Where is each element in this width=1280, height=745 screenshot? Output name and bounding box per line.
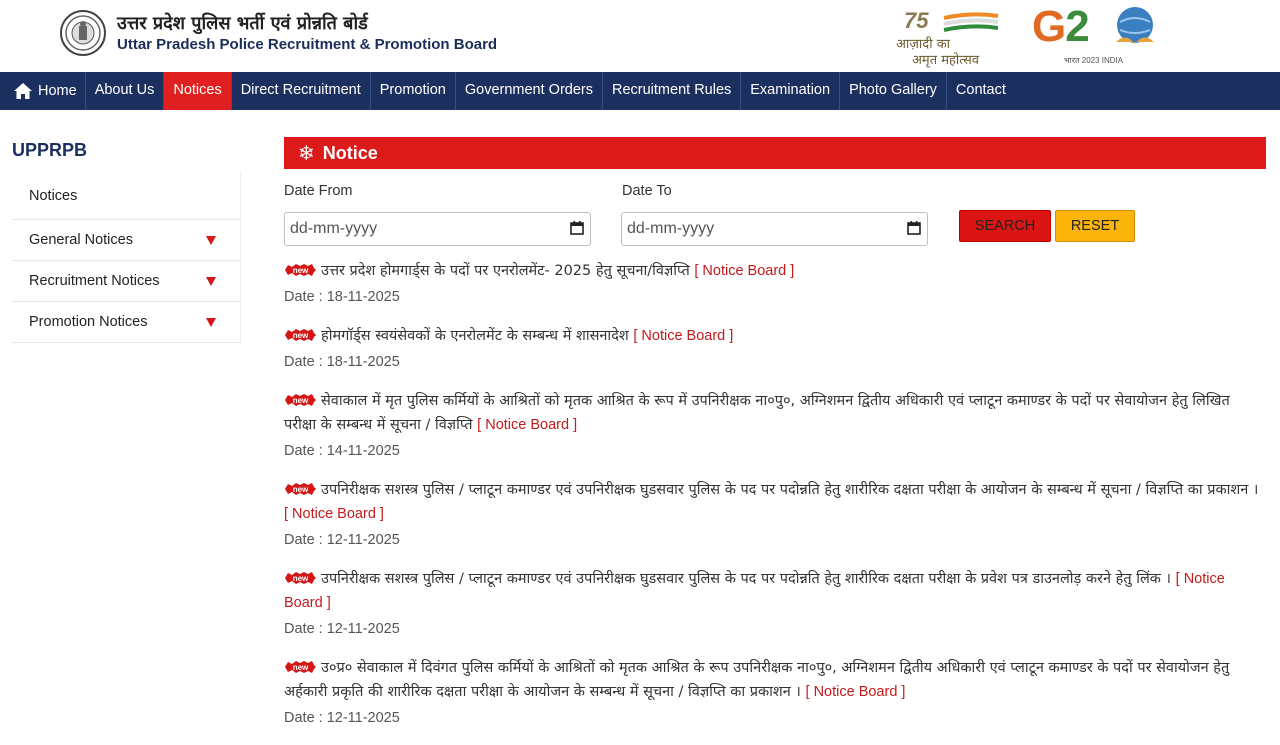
notice-item [284, 478, 1266, 552]
notice-panel [284, 137, 1266, 726]
new-badge-label: new [292, 396, 309, 405]
notice-item-title [284, 389, 1266, 437]
notice-item-text: होमगॉर्ड्स स्वयंसेवकों के एनरोलमेंट के सम्बन्ध में शासनादेश [321, 328, 629, 344]
nav-home[interactable] [0, 72, 86, 110]
sidebar-item-promotion-notices[interactable] [12, 302, 240, 343]
sidebar-title: UPPRPB [12, 140, 88, 160]
new-badge-label: new [292, 266, 309, 275]
notice-board-link[interactable]: [ Notice Board ] [633, 328, 734, 344]
new-badge-label: new [292, 574, 309, 583]
notice-item-date: Date : 14-11-2025 [284, 443, 400, 459]
notice-item-title [284, 656, 1266, 704]
snowflake-icon: ❄ [298, 142, 315, 165]
azadi-ka-amrit-mahotsav-logo [896, 8, 1018, 66]
notice-item [284, 324, 1266, 374]
notice-item-text: सेवाकाल में मृत पुलिस कर्मियों के आश्रितों को मृतक आश्रित के रूप में उपनिरीक्षक ना०पु०, अग्निशमन द्वितीय अधिकारी एवं प्लाटून कमाण्डर के पदों पर सेवायोजन हेतु लिखित परीक्षा के सम्बन्ध में सूचना / विज्ञप्ति [284, 393, 1230, 433]
azadi-number: 75 [904, 8, 929, 33]
new-badge-icon [284, 482, 317, 496]
new-badge-label: new [292, 485, 309, 494]
nav-about-us[interactable]: About Us [86, 72, 165, 110]
sidebar-menu [12, 173, 241, 343]
notice-item-date: Date : 18-11-2025 [284, 289, 400, 305]
new-badge-icon [284, 328, 317, 342]
nav-government-orders[interactable]: Government Orders [456, 72, 603, 110]
g20-wordmark [1032, 2, 1089, 52]
main-navbar [0, 72, 1280, 110]
date-to-placeholder: dd-mm-yyyy [627, 220, 715, 237]
home-icon [13, 82, 33, 100]
tricolor-swoosh-icon [942, 12, 1000, 34]
sidebar [12, 140, 241, 343]
notice-heading: Notice [322, 142, 378, 163]
new-badge-icon [284, 263, 317, 277]
notice-item-text: उपनिरीक्षक सशस्त्र पुलिस / प्लाटून कमाण्डर एवं उपनिरीक्षक घुडसवार पुलिस के पद पर पदोन्नति हेतु शारीरिक दक्षता परीक्षा के आयोजन के सम्बन्ध में सूचना / विज्ञप्ति का प्रकाशन । [321, 482, 1259, 498]
site-title-english: Uttar Pradesh Police Recruitment & Promotion Board [117, 36, 498, 53]
nav-home-label: Home [38, 83, 77, 99]
date-from-input[interactable] [284, 212, 591, 246]
g20-india-logo [1032, 2, 1166, 70]
caret-down-icon[interactable] [206, 236, 216, 245]
nav-contact[interactable]: Contact [955, 82, 1006, 98]
notice-heading-bar [284, 137, 1266, 169]
g20-digit-2: 2 [1065, 2, 1089, 51]
notice-item [284, 259, 1266, 309]
nav-recruitment-rules[interactable]: Recruitment Rules [603, 72, 741, 110]
notice-item-date: Date : 18-11-2025 [284, 354, 400, 370]
calendar-icon[interactable] [907, 221, 921, 235]
new-badge-icon [284, 571, 317, 585]
new-badge-icon [284, 393, 317, 407]
site-title-hindi: उत्तर प्रदेश पुलिस भर्ती एवं प्रोन्नति बोर्ड [117, 13, 368, 34]
notice-item-date: Date : 12-11-2025 [284, 532, 400, 548]
notice-board-link[interactable]: [ Notice Board ] [284, 506, 384, 522]
sidebar-item-label: Recruitment Notices [29, 273, 160, 289]
sidebar-item-label: Notices [29, 188, 78, 204]
sidebar-item-label: Promotion Notices [29, 314, 148, 330]
date-to-input[interactable] [621, 212, 928, 246]
notice-item [284, 656, 1266, 730]
date-from-label: Date From [284, 183, 353, 199]
search-button[interactable]: SEARCH [959, 210, 1051, 242]
caret-down-icon[interactable] [206, 277, 216, 286]
nav-direct-recruitment[interactable]: Direct Recruitment [232, 72, 371, 110]
notice-item-text: उ०प्र० सेवाकाल में दिवंगत पुलिस कर्मियों के आश्रितों को मृतक आश्रित के रूप उपनिरीक्षक ना०पु०, अग्निशमन द्वितीय अधिकारी एवं प्लाटून कमाण्डर के पदों पर सेवायोजन हेतु अर्हकारी प्रकृति की शारीरिक दक्षता परीक्षा के आयोजन के सम्बन्ध में सूचना / विज्ञप्ति का प्रकाशन । [284, 660, 1230, 700]
up-police-seal-logo[interactable] [60, 10, 106, 56]
date-from-placeholder: dd-mm-yyyy [290, 220, 378, 237]
notice-item-date: Date : 12-11-2025 [284, 710, 400, 726]
nav-promotion[interactable]: Promotion [371, 72, 456, 110]
notice-item [284, 567, 1266, 641]
notice-item-title [284, 259, 1266, 283]
notice-item-text: उत्तर प्रदेश होमगार्ड्स के पदों पर एनरोलमेंट- 2025 हेतु सूचना/विज्ञप्ति [321, 263, 690, 279]
site-header [0, 0, 1280, 72]
reset-button[interactable]: RESET [1055, 210, 1135, 242]
sidebar-item-notices[interactable] [12, 173, 240, 220]
nav-examination[interactable]: Examination [741, 72, 840, 110]
g20-subtitle: भारत 2023 INDIA [1064, 56, 1124, 65]
notice-item-date: Date : 12-11-2025 [284, 621, 400, 637]
notice-board-link[interactable]: [ Notice Board ] [805, 684, 906, 700]
notice-board-link[interactable]: [ Notice Board ] [284, 571, 1225, 611]
sidebar-item-recruitment-notices[interactable] [12, 261, 240, 302]
sidebar-item-general-notices[interactable] [12, 220, 240, 261]
notice-item-title [284, 324, 1266, 348]
notice-board-link[interactable]: [ Notice Board ] [477, 417, 578, 433]
nav-photo-gallery[interactable]: Photo Gallery [840, 72, 947, 110]
g20-letter-g: G [1032, 2, 1066, 51]
new-badge-icon [284, 660, 317, 674]
azadi-line2: अमृत महोत्सव [912, 53, 980, 68]
notice-board-link[interactable]: [ Notice Board ] [694, 263, 795, 279]
globe-lotus-icon [1112, 4, 1158, 50]
sidebar-item-label: General Notices [29, 232, 133, 248]
calendar-icon[interactable] [570, 221, 584, 235]
nav-notices[interactable]: Notices [164, 72, 231, 110]
notice-item-title [284, 478, 1266, 526]
new-badge-label: new [292, 663, 309, 672]
new-badge-label: new [292, 331, 309, 340]
notice-list [284, 259, 1266, 745]
azadi-line1: आज़ादी का [896, 37, 951, 52]
notice-item [284, 389, 1266, 463]
notice-item-text: उपनिरीक्षक सशस्त्र पुलिस / प्लाटून कमाण्डर एवं उपनिरीक्षक घुडसवार पुलिस के पद पर पदोन्नति हेतु शारीरिक दक्षता परीक्षा के प्रवेश पत्र डाउनलोड़ करने हेतु लिंक । [321, 571, 1172, 587]
date-to-label: Date To [622, 183, 672, 199]
caret-down-icon[interactable] [206, 318, 216, 327]
notice-item-title [284, 567, 1266, 615]
